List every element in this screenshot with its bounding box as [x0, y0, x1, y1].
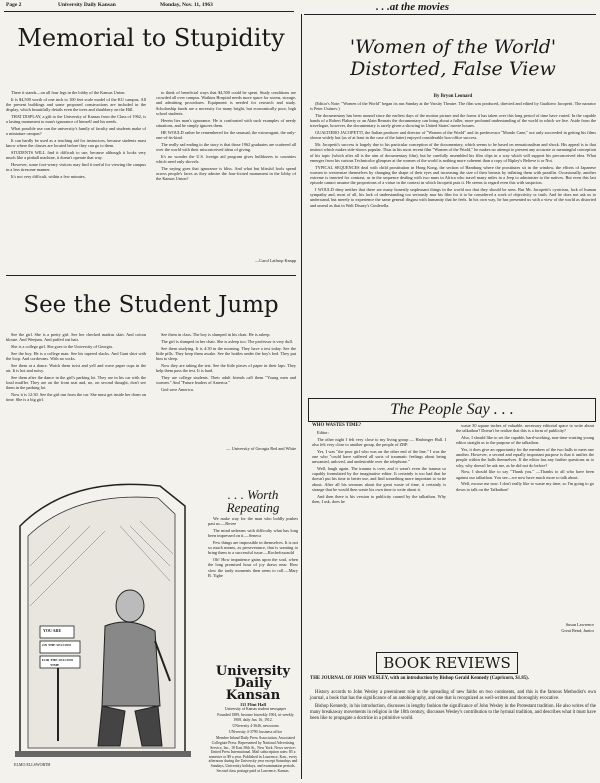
books-subtitle: THE JOURNAL OF JOHN WESLEY, with an introduction by Bishop Gerald Kennedy (Capricorn, $1.85). — [310, 676, 529, 681]
paragraph: The documentary has been around since the earliest days of the motion picture and the forms it has taken over this long period of time have varied. In the capable hands of a Robert Flaherty or an Alain Resnais the documentary can bring about a fuller, more profound understanding of the world in which we live. Aside from the travelogue, however, the documentary is rarely given a showing in United States' movie houses. — [310, 113, 596, 129]
people-say-banner — [308, 398, 596, 422]
cartoon-drawing — [10, 466, 198, 772]
section-label: . . .at the movies — [376, 1, 450, 13]
column-rule — [301, 14, 302, 779]
header-rule-right — [304, 14, 596, 15]
paragraph: The girl is slumped in her chair. She is asleep too. The professor is very dull. — [161, 338, 293, 344]
stupidity-column-2 — [156, 90, 296, 183]
paragraph: What possible use can the university's family of faculty and students make of a miniature campus? — [6, 126, 146, 137]
quote: Oh! How impatience gains upon the soul, when the long promised hour of joy draws near. How slow the tardy moments then seem to roll.—Mary B. Tighe — [208, 557, 298, 578]
people-signature-2: Great Bend, Junior — [561, 628, 594, 633]
masthead-box — [208, 666, 298, 775]
people-title: The People Say . . . — [390, 401, 514, 418]
paragraph: to think of beneficial ways that $4,500 could be spent. Study conditions are crowded all over campus. Watkins Hospital needs more space for rooms, storage, and admitting procedures. Equipment is needed for research and study. Scholarship funds are a necessity for many bright, but economically poor, high school students. — [156, 90, 296, 116]
cartoon-sign-4: TIME — [50, 663, 60, 667]
paragraph: Herein lies man's ignorance. He is confronted with such examples of needy situations, and he simply ignores them. — [156, 117, 296, 128]
paragraph: (Editor's Note: "Women of the World" began its run Sunday at the Varsity Theatre. The film was produced, directed and edited by Gualtiero Jacopetti. The narrator is Peter Ustinov.) — [310, 101, 596, 112]
cartoon-sign-1: YOU ARE — [43, 628, 62, 633]
jump-column-2 — [156, 332, 296, 394]
paragraph: See them studying. It is 4:30 in the morning. They have a test today. See the little pills. They keep them awake. See the bottles under the boy's bed. They put him to sleep. — [156, 345, 296, 361]
paragraph: However, some foot-weary visitors may find it useful for viewing the campus in a less tiresome manner. — [6, 162, 146, 173]
jump-title: See the Student Jump — [23, 292, 279, 318]
paragraph: Yes, I was "the poor girl who was on the other end of the line." I was the one who "could have suffered all sorts of traumatic feelings about being unwanted, unloved, and undesirable over the telephone." — [312, 448, 446, 465]
paragraph: The saying goes that ignorance is bliss. And what but blissful fools spend across people's faces as they admire the four-footed monument in the lobby of the Kansas Union? — [156, 165, 296, 182]
paragraph: Yes, it does give an opportunity for the members of the two halls to meet one another. However, a second and equally important purpose is that it unifies the people within the halls themselves. If the editor has any further questions as to why, why doesn't he ask me, as he did not do before? — [456, 447, 594, 468]
paper-name: University Daily Kansan — [58, 2, 116, 8]
movie-title: 'Women of the World' Distorted, False View — [349, 36, 557, 80]
quote: Few things are impossible in themselves. It is not so much means, as perseverance, that is wanting to bring them to a successful issue.—Rochefoucauld — [208, 540, 298, 556]
paragraph: I WOULD deny neither that there are many honestly unpleasant things in the world nor that they should be seen. But Mr. Jacopetti's cynicism, lack of human sympathy and, most of all, his lack of understanding too seriously mar his film for it to be considered a work of objectivity or truth. And he does not ask us to understand, but merely to experience the same general disgust with humanity that he feels. In his own way, he has presented us with a view of the world as distorted and unreal as that in Walt Disney's Cinderella. — [310, 187, 596, 208]
paragraph: See them after the dance in the girl's parking lot. They are in his car with the loud muffler. They are on the front seat and, no, on second thought, don't see them in the parking lot. — [6, 374, 146, 391]
masthead-line: UNiversity 4-3799, business office — [228, 730, 283, 735]
people-heading: WHO WASTES TIME? — [312, 423, 362, 428]
page-number: Page 2 — [6, 2, 22, 8]
jump-column-1 — [6, 332, 146, 404]
paragraph: Also, I should like to set the capable, hard-working, non-time-wasting young editor straight as to the purpose of the talkathon. — [456, 435, 594, 446]
people-signature-1: Susan Lawrence — [565, 622, 594, 627]
quote: The mind unlearns with difficulty what has long been impressed on it.—Seneca — [208, 528, 298, 539]
paragraph: See them in class. The boy is slumped in his chair. He is asleep. — [161, 332, 271, 337]
paragraph: Editor: — [317, 430, 329, 435]
paragraph: It's no wonder the U.S. foreign aid program gives bulldozers to countries which need only shovels. — [156, 153, 296, 164]
paragraph: There it stands—on all four legs in the lobby of the Kansas Union. — [11, 90, 126, 95]
paragraph: Now they are taking the test. See the little pieces of paper in their laps. They help them pass the test. It is hard. — [156, 362, 296, 373]
paragraph: And then there is his version to publicity caused by the talkathon. Why then, I ask, does he — [312, 493, 446, 504]
stupidity-column-1 — [6, 90, 146, 181]
masthead-line: Founded 1889, become biweekly 1904, tri-weekly 1908, daily Jan. 16, 1912. — [217, 713, 294, 722]
paragraph: Well, excuse me now. I don't really like to waste my time, so I'm going to go down to talk on the Talkathon! — [456, 481, 594, 492]
paragraph: It is $4,500 worth of one inch to 100 feet scale model of the KU campus. All the present buildings and some proposed constructions are included in the display, which beautifully details even the trees and shrubbery on the Hill. — [6, 96, 146, 113]
stupidity-signature: —Carol Lathrop Knapp — [254, 258, 296, 263]
movie-byline: By Bryon Leonard — [433, 94, 473, 99]
paragraph: Mr. Jacopetti's success is largely due to his particular conception of the documentary, which seems to be based on sensationalism and shock. His appeal is to that instinct which makes side-shows popular. Thus in his most recent film "Women of the World," he makes no attempt to present any accurate or meaningful conception of his topic (which after all is the aim of documentary film), but he carefully assembled his film clips in a way which will support his preconceived idea. What emerges from his various Technicolor glimpses at the women of the world is nothing more coherent than a copy of Ripley's Believe it or Not. — [310, 142, 596, 163]
paragraph: The other night I felt very close to my living group — Hashinger Hall. I also felt very close to another group, the people of ZBP. — [312, 436, 446, 447]
paragraph: See the boy. He is a college man. See his tapered slacks. And Gant shirt with the loop. And cordovans. With no socks. — [6, 350, 146, 361]
paragraph: HE WOULD rather be remembered for the unusual, the extravagant, the only-one-of-its-kind. — [156, 129, 296, 140]
masthead-address: 111 Flint Hall — [239, 702, 266, 707]
paragraph: STUDENTS WILL find it difficult to use, because although it looks very much like a pinball machine, it doesn't operate that way. — [6, 150, 146, 161]
paragraph: They are college students. Their adult friends call them "Young men and women." And "Future leaders of America." — [156, 374, 296, 385]
movie-body — [310, 101, 596, 209]
paragraph: THAT DISPLAY, a gift to the University of Kansas from the Class of 1962, is a lasting monument to man's ignorance of himself and his needs. — [6, 114, 146, 125]
issue-date: Monday, Nov. 11, 1963 — [160, 2, 213, 8]
paragraph: Bishop Kennedy, in his introduction, discusses in lengthy fashion the significance of John Wesley in the Protestant tradition. He also writes of the many breakaway movements in religion in the 18th century, discusses Wesley's contribution to the hymnal tradition, and describes what it must have been like to propagate a doctrine in a primitive world. — [310, 703, 596, 721]
people-column-1 — [312, 430, 446, 506]
masthead-line: Member Inland Daily Press Association, Associated Collegiate Press. Represented by National Advertising Service, Inc., 18 East 50th St., New York. News service: United Press International. Mail subscription rates: $5 a semester or $9 a year. Published in Lawrence, Kan., every afternoon during the University year except Saturdays and Sundays, University holidays, and examination periods. Second class postage paid at Lawrence, Kansas. — [208, 736, 298, 773]
paragraph: TYPICAL SEQUENCES deal with child prostitution in Hong Kong, the section of Hamburg where the prostitutes sit in the window, the efforts of Japanese women to westernize themselves by changing the shape of their eyes and increasing the size of their breasts by inflating them with paraffin. Occasionally, another extreme is inserted for contrast, as in the sequence dealing with two nuns in Africa who travel many miles in a Jeep to administer to the natives. But even this last episode cannot assume the proportions of a virtue in the context in which Jacopetti puts it. He seems to regard even this with suspicion. — [310, 164, 596, 186]
paragraph: It's not very difficult, within a few minutes, — [11, 174, 86, 179]
worth-title: . . . Worth Repeating — [226, 487, 280, 515]
paragraph: She is a college girl. She goes to the University of Georgia. — [11, 344, 113, 349]
paragraph: See the girl. She is a pretty girl. See her checked madras skirt. And cotton blouse. And Weejuns. And puffed out hair. — [6, 332, 146, 343]
paragraph: History accords to John Wesley a preeminent role in the spreading of new faiths on two continents, and this is the famous Methodist's own journal, a book that has the significance of an autobiography, and one that is recognized as well-written and thoroughly evocative. — [310, 690, 596, 701]
cartoon-signature: ELMO ELLSWORTH — [14, 762, 51, 767]
paragraph: It can hardly be used as a teaching aid for instructors, because students must know where the classes are located before they can go to them. — [6, 138, 146, 149]
paragraph: See them at a dance. Watch them twist and yell and wave paper cups in the air. It is hot and noisy. — [6, 362, 146, 373]
stupidity-title: Memorial to Stupidity — [17, 24, 285, 52]
book-reviews-banner — [376, 652, 518, 674]
masthead-lines — [208, 707, 298, 773]
header-rule — [4, 11, 294, 12]
editorial-cartoon — [10, 466, 198, 772]
paragraph: The really sad ending to the story is that those 1962 graduates are scattered all over the world with their misconceived ideas of giving. — [156, 141, 296, 152]
worth-body — [208, 516, 298, 578]
paragraph: GUALTIERO JACOPETTI, the Italian producer and director of "Women of the World" and its predecessor "Mondo Cane," not only succeeded in getting his films shown widely but (as of at least in the case of the latter) enjoyed considerable box-office success. — [310, 130, 596, 141]
quote: We make way for the man who boldly pushes past us.—Bovee — [208, 516, 298, 527]
books-body — [310, 690, 596, 723]
books-title: BOOK REVIEWS — [383, 654, 511, 672]
paragraph: waste 30 square inches of valuable, necessary editorial space to write about the talkathon? Doesn't he realize that this is a form of publicity? — [456, 423, 594, 434]
jump-signature: — University of Georgia Red and White — [226, 446, 296, 451]
worth-repeating-box — [208, 488, 298, 598]
masthead-logo: University Daily Kansan — [215, 664, 291, 703]
paragraph: Now it is 12:30. See the girl run from the car. She must get inside her dorm on time. She is a big girl. — [6, 392, 146, 403]
section-divider — [6, 275, 296, 276]
cartoon-sign-2: ON THE SECOND — [42, 643, 71, 647]
cartoon-sign-3: FOR THE SECOND — [42, 658, 74, 662]
paragraph: God save America. — [161, 386, 194, 392]
masthead-line: UNiversity 4-3646, newsroom — [232, 723, 279, 728]
people-column-2 — [456, 423, 594, 493]
paragraph: Well, laugh again. The trauma is over, and it wasn't even the trauma so capably formulated by the imaginative editor. It certainly is too bad that he doesn't put his time to better use, and find something more important to write about. After all his sermons about the great waste of time, it certainly is strange that he would then waste his own time to write about it. — [312, 466, 446, 492]
masthead-line: University of Kansas student newspaper — [224, 707, 287, 711]
paragraph: Now, I should like to say "Thank you." —Thanks to all who have been against our talkathon. You see—we now have much more to talk about. — [456, 469, 594, 480]
